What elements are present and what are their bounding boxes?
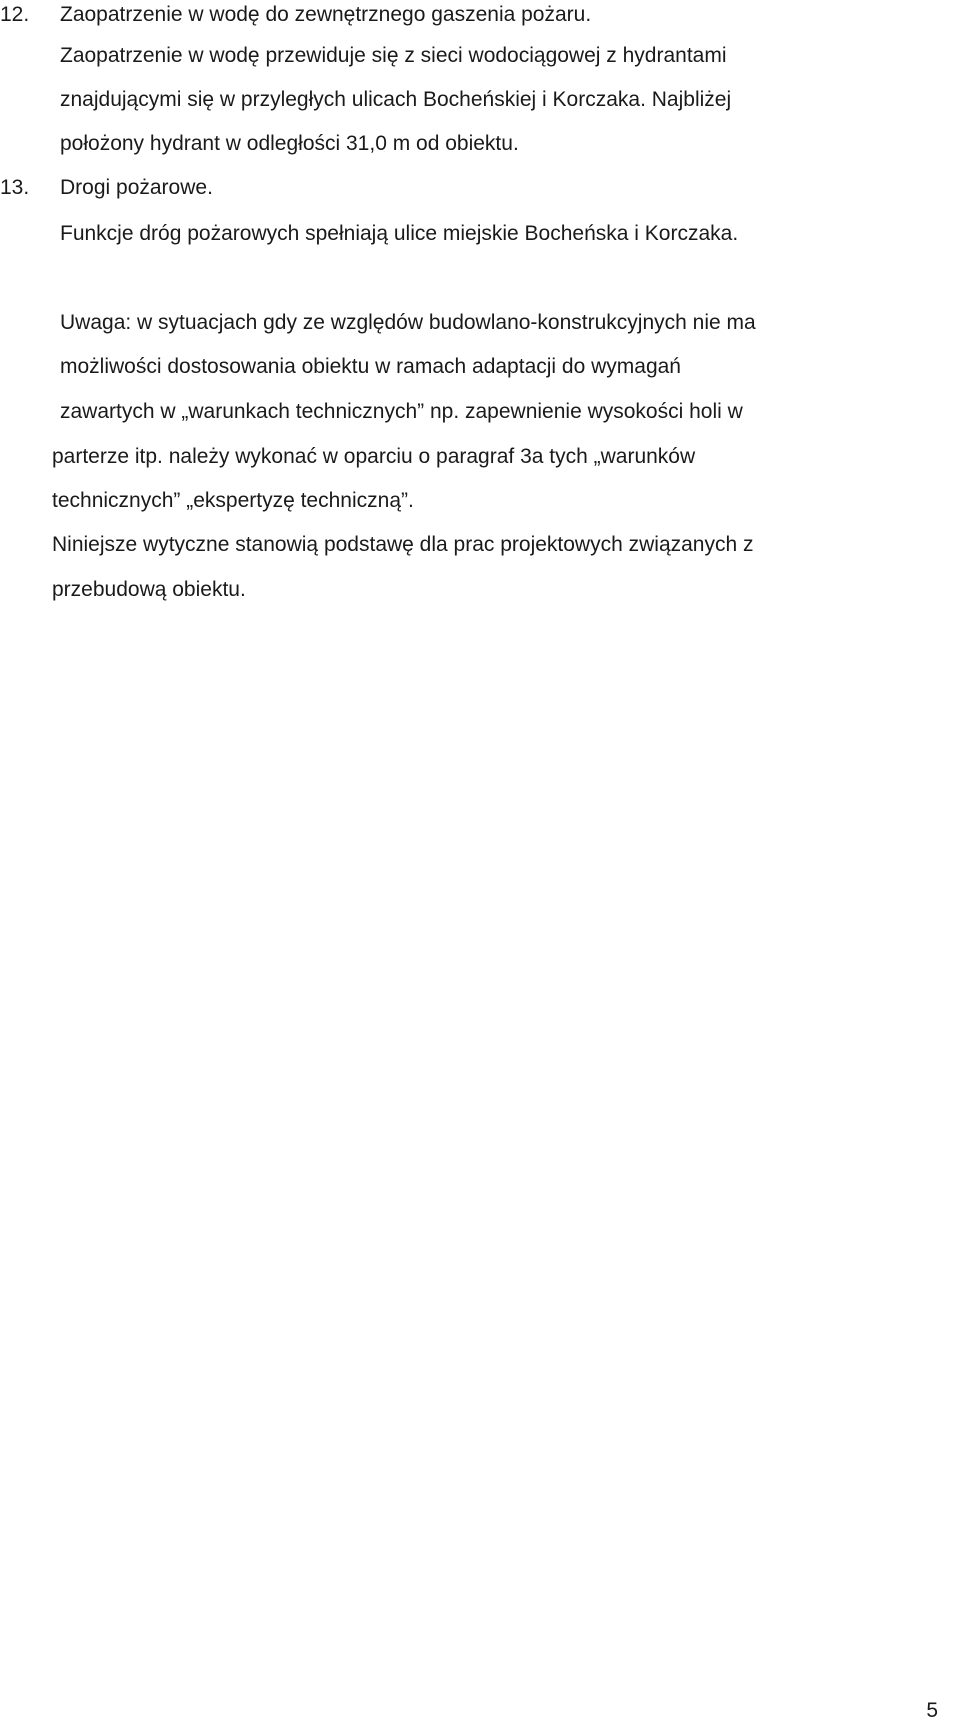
section-12-number: 12. [0,3,30,26]
closing-line-2: przebudową obiektu. [52,578,246,601]
section-12-line-2: znajdującymi się w przyległych ulicach Bocheńskiej i Korczaka. Najbliżej [60,88,732,111]
note-line-2: możliwości dostosowania obiektu w ramach adaptacji do wymagań [60,355,681,378]
section-12-line-1: Zaopatrzenie w wodę przewiduje się z sieci wodociągowej z hydrantami [60,44,727,67]
closing-line-1: Niniejsze wytyczne stanowią podstawę dla prac projektowych związanych z [52,533,754,556]
note-line-1: Uwaga: w sytuacjach gdy ze względów budowlano-konstrukcyjnych nie ma [60,311,756,334]
note-line-5: technicznych” „ekspertyzę techniczną”. [52,489,414,512]
page-number: 5 [926,1699,938,1722]
section-13-number: 13. [0,176,30,199]
section-13-line-1: Funkcje dróg pożarowych spełniają ulice miejskie Bocheńska i Korczaka. [60,222,739,245]
section-12-line-3: położony hydrant w odległości 31,0 m od obiektu. [60,132,519,155]
section-13-heading: Drogi pożarowe. [60,176,213,199]
note-line-3: zawartych w „warunkach technicznych” np. zapewnienie wysokości holi w [60,400,743,423]
note-line-4: parterze itp. należy wykonać w oparciu o paragraf 3a tych „warunków [52,445,696,468]
section-12-heading: Zaopatrzenie w wodę do zewnętrznego gaszenia pożaru. [60,3,592,26]
